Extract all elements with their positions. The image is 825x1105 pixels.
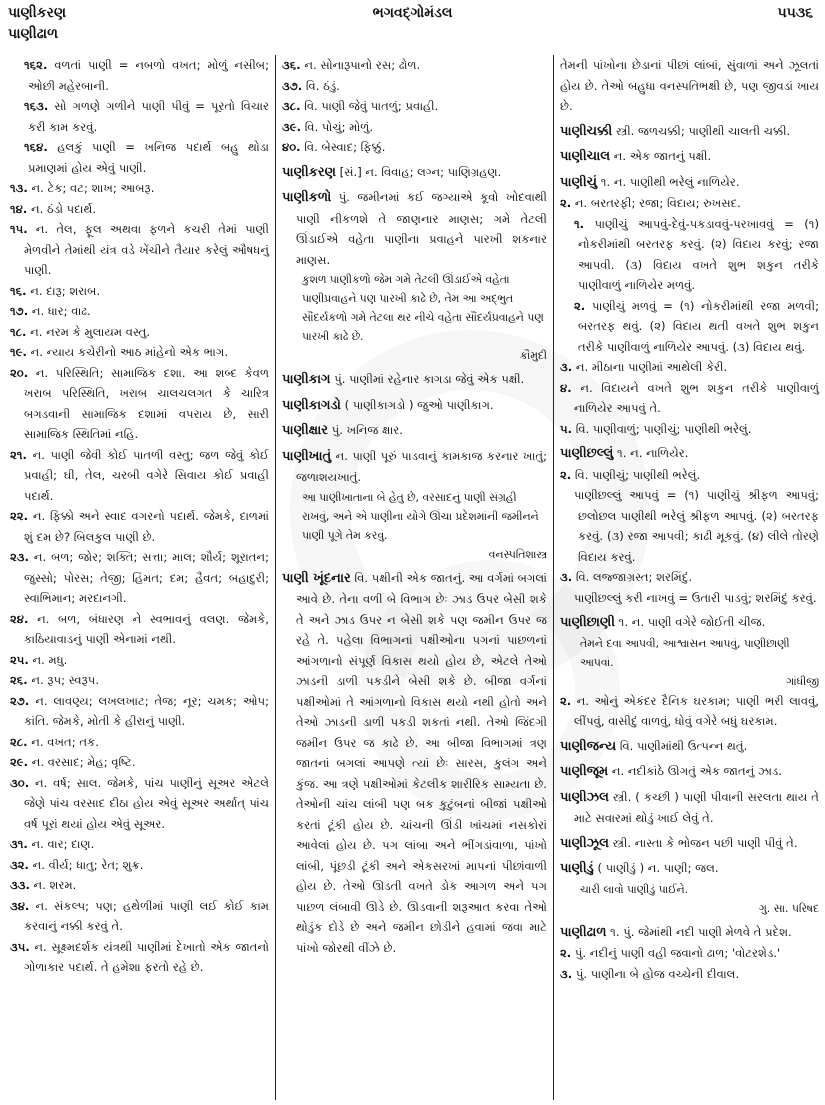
column-middle	[275, 55, 553, 1100]
definition: ૧. ન. નાળિયેર.	[617, 446, 689, 460]
definition: તેમની પાંખોના છેડાનાં પીછાં લાંબાં, સુંવાળાં અને ઝૂલતાં હોય છે. તેઓ બહુધા વનસ્પતિભક્ષી છે, પણ જીવડાં ખાય છે.	[560, 58, 819, 113]
definition: ૧. ન. પાણી વગેરે જોઈતી ચીજ.	[618, 615, 766, 629]
dictionary-entry	[560, 612, 819, 634]
definition: ન. ફિક્કો અને સ્વાદ વગરનો પદાર્થ. જેમકે, દાળમાં શું દમ છે? બિલકુલ પાણી છે.	[24, 509, 269, 544]
definition: વિ. બેસ્વાદ; ફિક્કું.	[304, 140, 386, 154]
sense-number: ૨૨.	[10, 509, 29, 523]
headword: પાણીકાગ	[282, 372, 331, 387]
definition: હલકું પાણી = ખનિજ પદાર્થ બહુ થોડા પ્રમાણમાં હોય એવું પાણી.	[28, 140, 269, 175]
sense-item	[10, 752, 269, 773]
headword: પાણીછલ્લું	[560, 446, 614, 461]
definition: ન. દારૂ; શરાબ.	[30, 283, 101, 298]
citation-source: ગાંધીજી	[786, 674, 819, 688]
sense-number: ૧૪.	[10, 201, 28, 216]
definition: ૧. ન. પાણીથી ભરેલું નાળિયેર.	[600, 174, 740, 189]
page-number: ૫૫૩૬	[777, 5, 813, 21]
definition: ન. પાણી પૂરું પાડવાનું કામકાજ કરનાર ખાતું; જળાશયખાતું.	[296, 448, 548, 484]
sense-item	[282, 117, 547, 138]
sense-number: ૨.	[574, 298, 586, 313]
definition: ન. વાર; દાણ.	[31, 837, 95, 851]
citation-text: કુશળ પાણીકળો જેમ ગમે તેટલી ઊંડાઈએ વહેતા પાણીપ્રવાહને પણ પારખી કાઢે છે, તેમ આ અદ્ભુત સૌંદર્યકળો ગમે તેટલા થર નીચે વહેતા સૌંદર્યપ્રવાહને પણ પારખી કાઢે છે.	[302, 273, 544, 343]
sense-item	[560, 378, 819, 419]
guide-word-last: પાણીઢાળ	[8, 26, 59, 42]
citation-text: ચારી લાવો પાણીડું પાઈને.	[580, 882, 689, 896]
sense-item	[10, 547, 269, 609]
definition: ન. મધુ.	[32, 652, 68, 667]
definition: પું. ખનિજ ક્ષાર.	[331, 423, 403, 437]
sense-number: ૪.	[560, 380, 572, 395]
sense-number: ૩.	[560, 570, 573, 584]
dictionary-entry	[560, 121, 819, 143]
citation-text: તેમને દવા આપવી, આશ્વાસન આપવું, પાણીછાણી આપવાં.	[580, 636, 790, 669]
sense-number: ૩.	[560, 360, 573, 374]
idiom-sense	[560, 588, 819, 609]
sense-number: ૩.	[560, 966, 573, 981]
definition: સ્ત્રી. ( કચ્છી ) પાણી પીવાની સરલતા થાય તે માટે સવારમાં થોડું ખાઈ લેવું તે.	[574, 789, 819, 825]
dictionary-entry	[282, 162, 547, 184]
definition: ન. વિદાયને વખતે શુભ શકુન તરીકે પાણીવાળું નાળિયેર આપવું તે.	[574, 380, 820, 415]
dictionary-entry	[560, 736, 819, 758]
definition: ન. બરતરફી; રજા; વિદાય; રુખસદ.	[574, 196, 741, 210]
sense-item	[10, 670, 269, 691]
definition: ન. વર્ષ; સાલ. જેમકે, પાંચ પાણીનું સૂઅર એટલે જેણે પાંચ વરસાદ દીઠા હોય એવું સૂઅર અર્થાત્ પાંચ વર્ષ પૂરાં થયાં હોય એવું સૂઅર.	[24, 775, 269, 831]
sense-number: ૧૬૩.	[24, 99, 49, 113]
sense-number: ૨.	[560, 467, 572, 482]
sense-number: ૧૬૪.	[24, 140, 48, 154]
definition: વિ. પાણીવાળું; પાણીચું; પાણીથી ભરેલું.	[575, 421, 752, 436]
headword: પાણીઝલ	[560, 789, 609, 805]
sense-item	[10, 937, 269, 978]
definition: વળતાં પાણી = નબળો વખત; મોળું નસીબ; ઓછી મહેરબાની.	[28, 58, 269, 93]
definition: ન. સૂક્ષ્મદર્શક યંત્રથી પાણીમાં દેખાતો એક જાતનો ગોળાકાર પદાર્થ. તે હમેશા ફરતો રહે છે.	[24, 939, 269, 974]
sense-item	[10, 281, 269, 302]
dictionary-entry	[282, 395, 547, 417]
headword: પાણીખાતું	[282, 448, 332, 464]
definition: પું. નદીનું પાણી વહી જવાનો ઢાળ; 'વોટરશેડ.'	[574, 946, 781, 960]
sense-number: ૫.	[560, 421, 573, 436]
sense-item	[10, 199, 269, 220]
sense-number: ૨૬.	[10, 673, 28, 687]
sense-item	[560, 964, 819, 985]
sense-item	[560, 567, 819, 588]
dictionary-entry	[560, 761, 819, 783]
definition: ન. સોનારૂપાનો રસ; ઢોળ.	[304, 58, 421, 72]
sense-number: ૨૮.	[10, 734, 28, 749]
definition: ( પાણીકાગડો ) જુઓ પાણીકાગ.	[344, 397, 494, 412]
definition: પાણીછલ્લું કરી નાખવું = ઉતારી પાડવું; શરમિંદું કરવું.	[574, 590, 817, 605]
dictionary-entry	[560, 146, 819, 168]
definition: ન. વીર્ય; ધાતુ; રેત; શુક્ર.	[32, 857, 144, 872]
definition: વિ. પોચું; મોળું.	[304, 119, 374, 134]
sense-item	[10, 732, 269, 753]
definition: વિ. પાણીચું; પાણીથી ભરેલું.	[574, 467, 701, 482]
sense-item	[282, 55, 547, 76]
headword: પાણીકાગડો	[282, 397, 341, 413]
column-left	[0, 55, 275, 1100]
sense-item	[560, 465, 819, 486]
sense-item	[10, 875, 269, 896]
sense-number: ૩૦.	[10, 775, 30, 790]
definition: પાણીછલ્લું આપવું = (૧) પાણીચું શ્રીફળ આપવું; છલોછલ પાણીથી ભરેલું શ્રીફળ આપવું. (૨) બરતરફ કરવું. (૩) રજા આપવી; કાઢી મૂકવું. (૪) લીલે તોરણે વિદાય કરવું.	[574, 488, 819, 564]
definition: ન. વરસાદ; મેહ; વૃષ્ટિ.	[31, 755, 136, 769]
sense-item	[10, 609, 269, 650]
sense-number: ૨.	[560, 196, 572, 210]
sense-number: ૩૭.	[282, 78, 303, 93]
sense-number: ૩૧.	[10, 837, 28, 851]
definition: પાણીચું મળવું = (૧) નોકરીમાંથી રજા મળવી; બરતરફ થવું. (૨) વિદાય થતી વખતે શુભ શકુન તરીકે પાણીવાળું નાળિયેર આપવું. (૩) વિદાય થવું.	[578, 298, 819, 354]
sense-number: ૪૦.	[282, 140, 301, 154]
definition: ન. ઓનું એકંદર દૈનિક ઘરકામ; પાણી ભરી લાવવું, લીંપવું, વાસીદું વાળવું, ધોવું વગેરે બધું ઘરકામ.	[574, 693, 819, 728]
sense-number: ૩૪.	[10, 898, 30, 913]
dictionary-entry	[282, 187, 547, 270]
headword: પાણીચક્કી	[560, 123, 613, 139]
definition: સ્ત્રી. નાસ્તા કે ભોજન પછી પાણી પીવું તે.	[612, 835, 798, 850]
entry-continuation	[560, 55, 819, 117]
definition: ન. સંકલ્પ; પણ; હથેળીમાં પાણી લઈ કોઈ કામ કરવાનું નક્કી કરવું તે.	[24, 898, 269, 933]
citation-source: ગુ. સા. પરિષદ	[758, 901, 819, 915]
sense-number: ૧.	[574, 216, 585, 231]
idiom-sense	[10, 55, 269, 96]
definition: ન. બળ, બંધારણ ને સ્વભાવનું વલણ. જેમકે, કાઠિયાવાડનું પાણી એનામાં નથી.	[24, 611, 269, 646]
definition: ન. રૂપ; સ્વરૂપ.	[31, 673, 100, 687]
headword: પાણીઝૂલ	[560, 835, 609, 851]
citation	[560, 634, 819, 691]
sense-number: ૧૮.	[10, 324, 27, 339]
sense-number: ૩૩.	[10, 878, 30, 892]
definition: ન. ધાર; વાઢ.	[31, 304, 91, 318]
sense-number: ૨.	[560, 946, 572, 960]
sense-item	[282, 76, 547, 97]
sense-number: ૩૬.	[282, 58, 301, 72]
sense-item	[10, 773, 269, 835]
sense-item	[282, 137, 547, 158]
idiom-sense	[10, 137, 269, 178]
definition: ન. વખત; તક.	[31, 734, 99, 749]
sense-number: ૨.	[560, 693, 572, 708]
headword: પાણી ખૂંદનાર	[282, 570, 351, 586]
definition: પું. જમીનમાં કઈ જગ્યાએ કૂવો ખોદવાથી પાણી નીકળશે તે જાણનાર માણસ; ગમે તેટલી ઊંડાઈએ વહેતા પાણીના પ્રવાહને પારખી શકનાર માણસ.	[296, 190, 547, 267]
dictionary-entry	[282, 568, 547, 959]
sense-item	[10, 322, 269, 343]
sense-item	[560, 943, 819, 964]
definition: વિ. પક્ષીની એક જાતનું. આ વર્ગમાં બગલાં આવે છે. તેના વળી બે વિભાગ છેઃ ઝાડ ઉપર બેસી શકે તે અને ઝાડ ઉપર ન બેસી શકે પણ જમીન ઉપર જ રહે તે. પહેલા વિભાગનાં પક્ષીઓના પગનાં પાછળનાં આંગળાનો સંપૂર્ણ વિકાસ થયો હોય છે, એટલે તેઓ ઝાડની ડાળી પકડીને બેસી શકે છે. બીજા વર્ગનાં પક્ષીઓમાં તે આંગળાનો વિકાસ થયો નથી હોતો અને તેઓ ઝાડની ડાળી પકડી શકતાં નથી. તેઓ જિંદગી જમીન ઉપર જ કાઢે છે. આ બીજા વિભાગમાં ત્રણ જાતનાં બગલાં આપણે ત્યાં છેઃ સારસ, કુલંગ અને કુંજ. આ ત્રણે પક્ષીઓમાં કેટલીક શારીરિક સામ્યતા છે. તેઓની ચાંચ લાંબી પણ બક કુટુંબનાં બીજાં પક્ષીઓ કરતાં ટૂંકી હોય છે. ચાંચની ઊંડી ખાંચમાં નસકોરાં આવેલાં હોય છે. પગ લાંબા અને ભીંગડાંવાળા, પાંખો લાંબી, પૂંછડી ટૂંકી અને એકસરખાં માપનાં પીછાંવાળી હોય છે. તેઓ ઊડતી વખતે ડોક આગળ અને પગ પાછળ લંબાવી ઊડે છે. ઊડવાની શરૂઆત કરવા તેઓ થોડુંક દોડે છે અને જમીન છોડીને હવામાં જવા માટે પાંખો જોરથી વીંઝે છે.	[296, 570, 547, 955]
citation-source: વનસ્પતિશાસ્ત્ર	[488, 547, 547, 561]
sense-number: ૧૫.	[10, 222, 28, 236]
sense-number: ૧૬૨.	[24, 58, 48, 72]
citation-text: આ પાણીખાતાના બે હેતુ છે, વરસાદનું પાણી સંગ્રહી રાખવું, અને એ પાણીના યોગે ઊંચા પ્રદેશમાંની જમીનને પાણી પૂગે તેમ કરવું.	[302, 490, 539, 542]
definition: સ્ત્રી. જળચક્કી; પાણીથી ચાલતી ચક્કી.	[615, 123, 791, 138]
definition: ન. ઠંડો પદાર્થ.	[30, 201, 97, 216]
sense-number: ૨૦.	[10, 365, 29, 380]
sense-item	[10, 219, 269, 281]
citation	[282, 488, 547, 564]
dictionary-entry	[560, 922, 819, 944]
idiom-sense	[560, 485, 819, 567]
sense-number: ૨૩.	[10, 550, 29, 564]
sense-number: ૩૫.	[10, 939, 30, 954]
definition: ન. નદીકાંઠે ઊગતું એક જાતનું ઝાડ.	[611, 764, 782, 778]
dictionary-entry	[560, 858, 819, 880]
sense-number: ૨૧.	[10, 447, 27, 462]
sense-item	[10, 506, 269, 547]
definition: ન. ટેક; વટ; શાખ; આબરૂ.	[31, 181, 155, 195]
headword: પાણીઢાળ	[560, 924, 607, 940]
definition: ન. શરમ.	[33, 878, 77, 892]
sense-item	[10, 363, 269, 445]
dictionary-entry	[282, 446, 547, 488]
definition: વિ. પાણી જેવું પાતળું; પ્રવાહી.	[304, 99, 439, 113]
definition: ન. ન્યાય કચેરીનો આઠ માંહેનો એક ભાગ.	[30, 345, 229, 359]
sense-number: ૧૭.	[10, 304, 29, 318]
sense-item	[560, 691, 819, 732]
citation	[282, 270, 547, 365]
sense-item	[560, 419, 819, 440]
headword: પાણીજૂમ	[560, 764, 609, 779]
definition: ( પાણીડું ) ન. પાણી; જલ.	[597, 861, 719, 875]
guide-word-first: પાણીકરણ	[8, 5, 67, 21]
sense-number: ૧૯.	[10, 345, 27, 359]
dictionary-entry	[560, 172, 819, 194]
definition: ન. પરિસ્થિતિ; સામાજિક દશા. આ શબ્દ કેવળ ખરાબ પરિસ્થિતિ, ખરાબ ચાલચલગત કે ચારિત્ર બગડવાની સામાજિક દશામાં વપરાય છે, સારી સામાજિક સ્થિતિમાં નહિ.	[24, 365, 270, 441]
definition: ન. પાણી જેવી કોઈ પાતળી વસ્તુ; જળ જેવું કોઈ પ્રવાહી; ઘી, તેલ, ચરબી વગેરે સિવાય કોઈ પ્રવાહી પદાર્થ.	[24, 447, 270, 503]
sense-item	[560, 193, 819, 214]
sense-item	[10, 896, 269, 937]
sense-item	[10, 445, 269, 507]
sense-number: ૩૯.	[282, 119, 301, 134]
idiom-sense	[560, 214, 819, 296]
definition: સો ગળણે ગળીને પાણી પીવું = પૂરતો વિચાર કરી કામ કરવું.	[28, 99, 269, 134]
headword: પાણીકળો	[282, 190, 332, 205]
definition: ન. મીઠાના પાણીમાં આથેલી કેરી.	[575, 360, 728, 374]
sense-number: ૨૫.	[10, 652, 29, 667]
sense-number: ૨૯.	[10, 755, 29, 769]
definition: વિ. ઠંડું.	[305, 78, 340, 93]
dictionary-entry	[560, 787, 819, 829]
definition: ન. તેલ, ફૂલ અથવા ફળને કચરી તેમાં પાણી મેળવીને તેમાંથી યંત્ર વડે ખેંચીને તૈયાર કરેલું ઔષધનું પાણી.	[24, 222, 269, 277]
sense-number: ૨૪.	[10, 611, 29, 626]
sense-item	[10, 301, 269, 322]
dictionary-entry	[282, 420, 547, 442]
definition: પાણીચું આપવું-દેવું-પકડાવવું-પરખાવવું = (૧) નોકરીમાંથી બરતરફ કરવું. (૨) વિદાય કરવું; રજા આપવી. (૩) વિદાય વખતે શુભ શકુન તરીકે પાણીવાળું નાળિયેર મળવું.	[578, 216, 820, 292]
sense-item	[10, 178, 269, 199]
citation-source: કૌમુદી	[519, 349, 547, 362]
running-title: ભગવદ્ગોમંડલ	[372, 5, 453, 21]
definition: ન. એક જાતનું પક્ષી.	[613, 149, 712, 163]
definition: પું. પાણીના બે હોજ વચ્ચેની દીવાલ.	[575, 966, 740, 981]
page-header	[0, 0, 825, 52]
sense-number: ૩૮.	[282, 99, 301, 113]
headword: પાણીછાણી	[560, 615, 615, 630]
headword: પાણીડું	[560, 861, 594, 876]
headword: પાણીચાલ	[560, 149, 611, 164]
sense-number: ૩૨.	[10, 857, 29, 872]
headword: પાણીજન્ય	[560, 738, 617, 754]
definition: વિ. પાણીમાંથી ઉત્પન્ન થતું.	[619, 738, 748, 753]
definition: ન. નરમ કે મુલાયમ વસ્તુ.	[30, 324, 151, 339]
dictionary-entry	[560, 443, 819, 465]
sense-item	[10, 834, 269, 855]
idiom-sense	[560, 296, 819, 358]
definition: ૧. પું. જેમાંથી નદી પાણી મેળવે તે પ્રદેશ.	[610, 924, 792, 939]
sense-item	[10, 855, 269, 876]
sense-item	[282, 96, 547, 117]
definition: વિ. લજ્જાગ્રસ્ત; શરમિંદું.	[575, 570, 693, 584]
dictionary-entry	[560, 833, 819, 855]
sense-item	[560, 357, 819, 378]
definition: પું. પાણીમાં રહેનાર કાગડા જેવું એક પક્ષી.	[334, 372, 525, 386]
definition: ન. લાવણ્ય; લખલખાટ; તેજ; નૂર; ચમક; ઓપ; કાંતિ. જેમકે, મોતી કે હીરાનું પાણી.	[24, 693, 270, 728]
headword: પાણીકરણ	[282, 164, 336, 180]
sense-item	[10, 342, 269, 363]
sense-number: ૧૬.	[10, 283, 27, 298]
dictionary-entry	[282, 369, 547, 391]
sense-item	[10, 650, 269, 671]
citation	[560, 880, 819, 918]
column-right	[553, 55, 825, 1100]
sense-item	[10, 691, 269, 732]
text-columns	[0, 55, 825, 1100]
definition: ન. બળ; જોર; શક્તિ; સત્તા; માલ; શૌર્ય; શૂરાતન; જુસ્સો; પોરસ; તેજી; હિંમત; દમ; હૈવત; બહાદુરી; સ્વાભિમાન; મરદાનગી.	[24, 550, 269, 605]
idiom-sense	[10, 96, 269, 137]
sense-number: ૨૭.	[10, 693, 30, 708]
sense-number: ૧૩.	[10, 181, 28, 195]
headword: પાણીચું	[560, 174, 598, 190]
definition: [સં.] ન. વિવાહ; લગ્ન; પાણિગ્રહણ.	[339, 164, 502, 179]
headword: પાણીક્ષાર	[282, 423, 329, 438]
